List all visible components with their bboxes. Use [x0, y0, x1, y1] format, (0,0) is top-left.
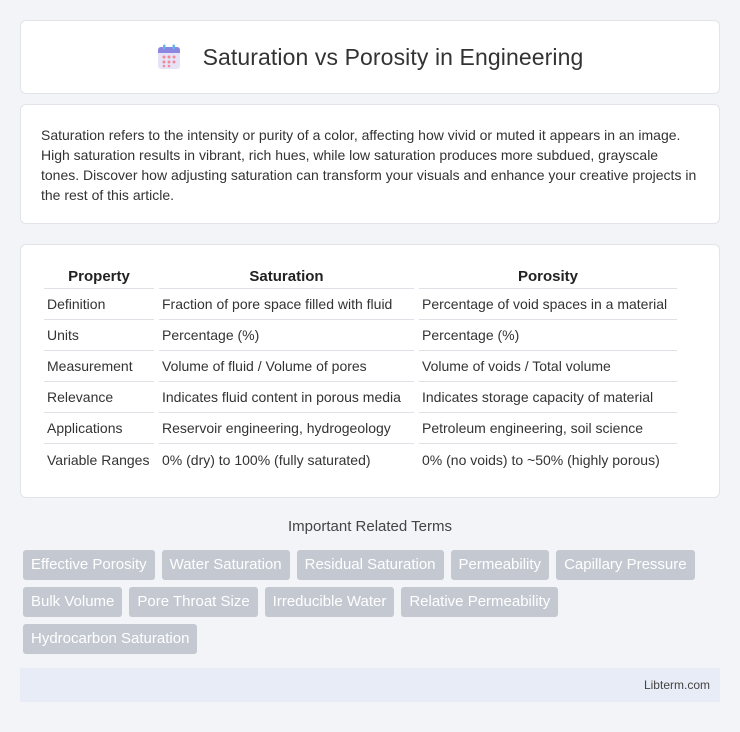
row-porosity: Petroleum engineering, soil science: [419, 413, 677, 444]
table-row: [44, 444, 677, 475]
tag-pore-throat-size[interactable]: Pore Throat Size: [129, 587, 257, 617]
tag-relative-permeability[interactable]: Relative Permeability: [401, 587, 558, 617]
tag-effective-porosity[interactable]: Effective Porosity: [23, 550, 155, 580]
related-terms-title: Important Related Terms: [288, 518, 452, 535]
tag-irreducible-water[interactable]: Irreducible Water: [265, 587, 395, 617]
table-row: [44, 351, 677, 382]
row-porosity: 0% (no voids) to ~50% (highly porous): [422, 451, 660, 468]
related-terms-tags: [23, 550, 723, 654]
row-saturation: Fraction of pore space filled with fluid: [159, 289, 414, 320]
row-property: Relevance: [44, 382, 154, 413]
header-property: Property: [44, 267, 154, 289]
row-property: Applications: [44, 413, 154, 444]
table-row: [44, 320, 677, 351]
calendar-icon: [157, 44, 181, 70]
tag-permeability[interactable]: Permeability: [451, 550, 550, 580]
tag-hydrocarbon-saturation[interactable]: Hydrocarbon Saturation: [23, 624, 197, 654]
table-row: [44, 413, 677, 444]
row-saturation: Percentage (%): [159, 320, 414, 351]
tag-capillary-pressure[interactable]: Capillary Pressure: [556, 550, 695, 580]
table-row: [44, 382, 677, 413]
comparison-table-card: [20, 244, 720, 498]
row-property: Variable Ranges: [47, 451, 150, 468]
row-saturation: Indicates fluid content in porous media: [159, 382, 414, 413]
row-porosity: Volume of voids / Total volume: [419, 351, 677, 382]
header-porosity: Porosity: [419, 267, 677, 289]
row-property: Units: [44, 320, 154, 351]
footer-site-link[interactable]: Libterm.com: [643, 678, 710, 692]
tag-water-saturation[interactable]: Water Saturation: [162, 550, 290, 580]
table-row: [44, 289, 677, 320]
tag-residual-saturation[interactable]: Residual Saturation: [297, 550, 444, 580]
row-saturation: Reservoir engineering, hydrogeology: [159, 413, 414, 444]
tag-bulk-volume[interactable]: Bulk Volume: [23, 587, 122, 617]
intro-card: [20, 104, 720, 224]
row-saturation: 0% (dry) to 100% (fully saturated): [162, 451, 371, 468]
page-title: Saturation vs Porosity in Engineering: [202, 43, 584, 70]
row-saturation: Volume of fluid / Volume of pores: [159, 351, 414, 382]
comparison-table: [39, 267, 682, 475]
header-saturation: Saturation: [159, 267, 414, 289]
table-header-row: [44, 267, 677, 289]
row-property: Definition: [44, 289, 154, 320]
row-porosity: Percentage of void spaces in a material: [419, 289, 677, 320]
row-porosity: Indicates storage capacity of material: [419, 382, 677, 413]
intro-text: Saturation refers to the intensity or purity of a color, affecting how vivid or muted it appears in an image. High saturation results in vibrant, rich hues, while low saturation produces more subdued, grayscale tones. Discover how adjusting saturation can transform your visuals and enhance your creative projects in the rest of this article.: [41, 127, 697, 203]
row-porosity: Percentage (%): [419, 320, 677, 351]
footer: [20, 668, 720, 702]
header-card: [20, 20, 720, 94]
row-property: Measurement: [44, 351, 154, 382]
